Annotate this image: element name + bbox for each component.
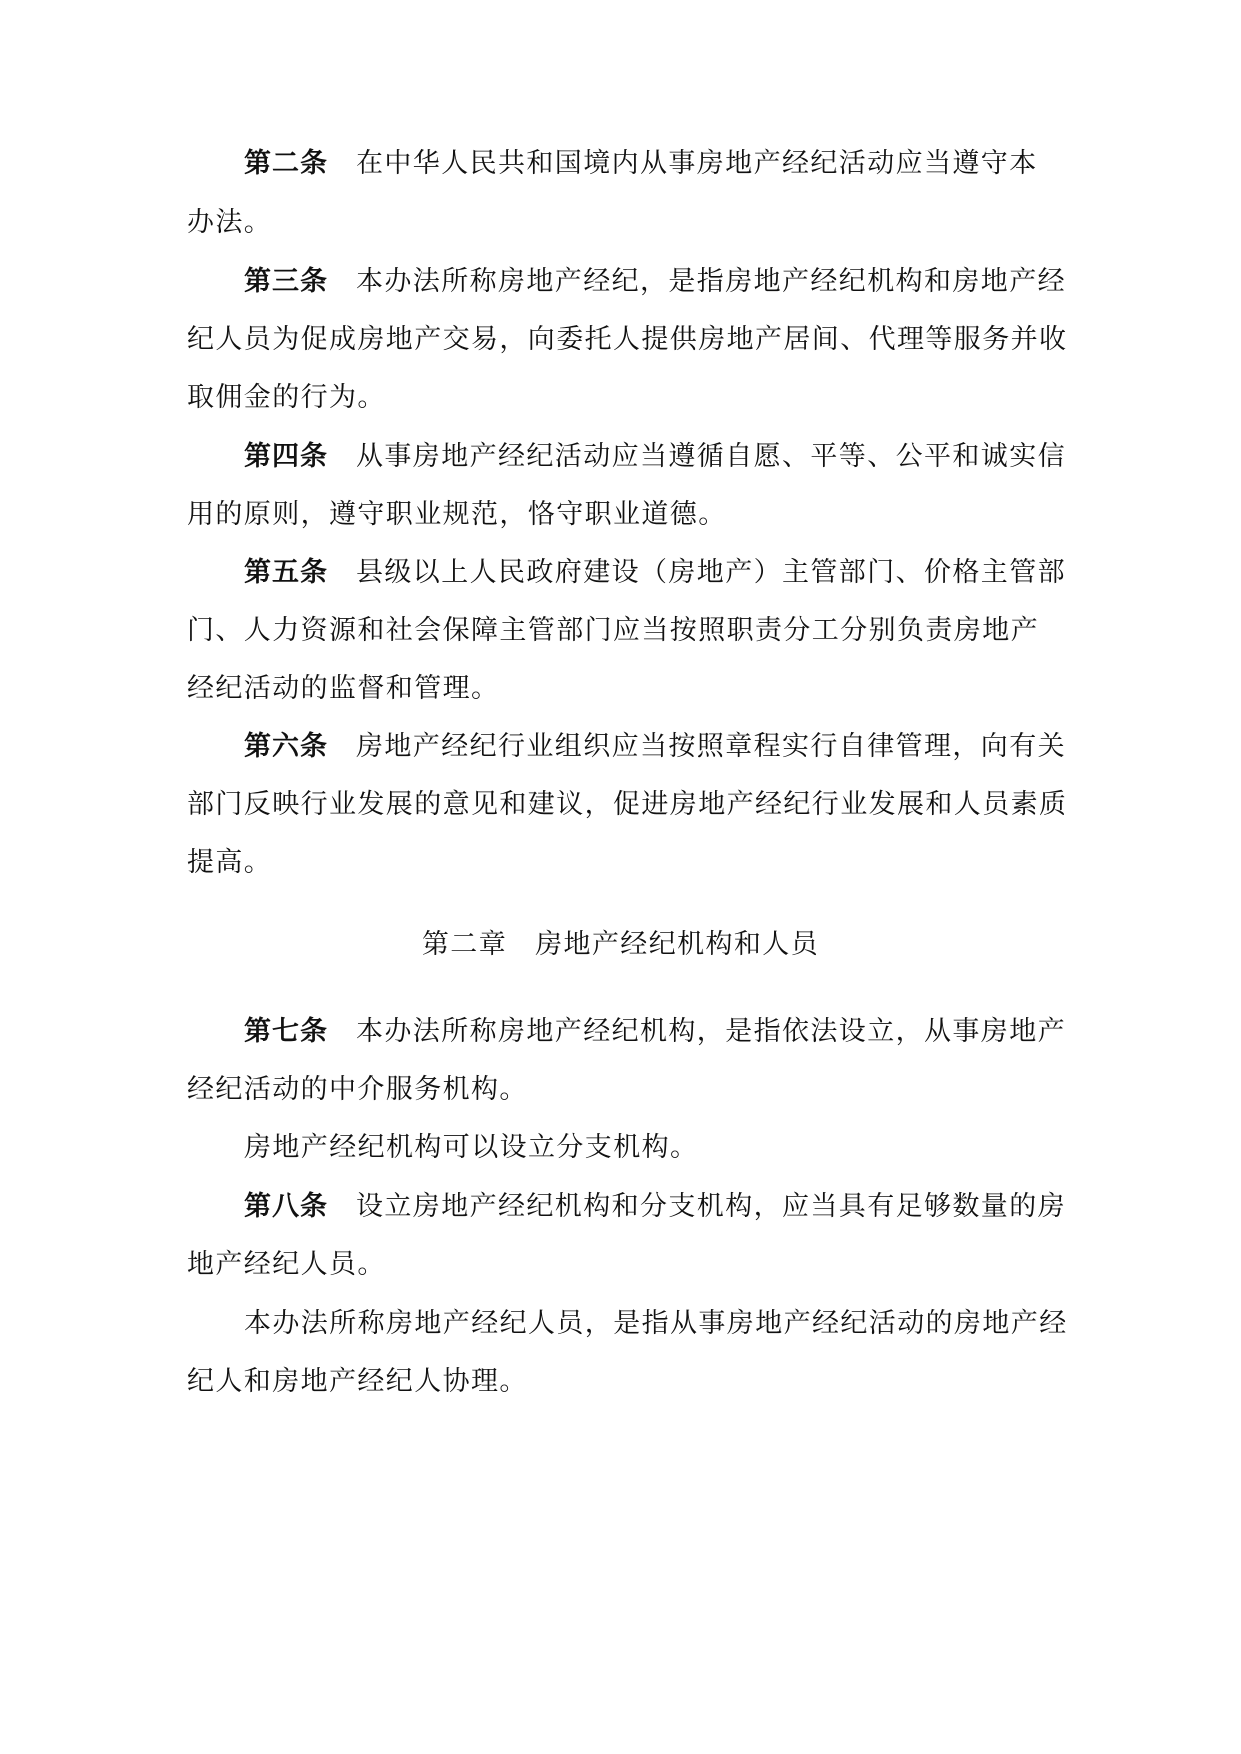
article-label: 第三条 [244, 266, 328, 297]
article-text: 从事房地产经纪活动应当遵循自愿、平等、公平和诚实信 [356, 441, 1066, 472]
article-text: 本办法所称房地产经纪，是指房地产经纪机构和房地产经 [356, 266, 1066, 297]
article-8-line-1 [244, 1189, 1067, 1225]
chapter-title: 房地产经纪机构和人员 [535, 929, 820, 960]
article-6-line-3: 提高。 [187, 847, 273, 878]
chapter-number: 第二章 [421, 929, 508, 960]
article-text: 本办法所称房地产经纪机构，是指依法设立，从事房地产 [356, 1016, 1066, 1047]
article-7-line-2: 经纪活动的中介服务机构。 [187, 1074, 528, 1105]
article-3-line-3: 取佣金的行为。 [187, 382, 386, 413]
chapter-heading [0, 927, 1241, 963]
article-6-line-2: 部门反映行业发展的意见和建议，促进房地产经纪行业发展和人员素质 [187, 789, 1068, 820]
article-label: 第六条 [244, 731, 328, 762]
personnel-paragraph-line-1: 本办法所称房地产经纪人员，是指从事房地产经纪活动的房地产经 [244, 1308, 1068, 1339]
article-3-line-1 [244, 264, 1067, 300]
article-text: 县级以上人民政府建设（房地产）主管部门、价格主管部 [356, 557, 1066, 588]
article-label: 第五条 [244, 557, 328, 588]
article-text: 房地产经纪行业组织应当按照章程实行自律管理，向有关 [356, 731, 1066, 762]
article-2-line-2: 办法。 [187, 207, 273, 238]
article-8-line-2: 地产经纪人员。 [187, 1249, 386, 1280]
article-label: 第七条 [244, 1016, 328, 1047]
article-6-line-1 [244, 729, 1067, 765]
article-4-line-2: 用的原则，遵守职业规范，恪守职业道德。 [187, 499, 727, 530]
article-2-line-1 [244, 146, 1067, 182]
article-label: 第四条 [244, 441, 328, 472]
article-label: 第八条 [244, 1191, 328, 1222]
article-7-line-1 [244, 1014, 1067, 1050]
article-5-line-3: 经纪活动的监督和管理。 [187, 673, 500, 704]
article-label: 第二条 [244, 148, 328, 179]
branch-paragraph: 房地产经纪机构可以设立分支机构。 [244, 1132, 699, 1163]
article-text: 在中华人民共和国境内从事房地产经纪活动应当遵守本 [356, 148, 1038, 179]
article-3-line-2: 纪人员为促成房地产交易，向委托人提供房地产居间、代理等服务并收 [187, 324, 1068, 355]
personnel-paragraph-line-2: 纪人和房地产经纪人协理。 [187, 1366, 528, 1397]
article-5-line-1 [244, 555, 1067, 591]
article-5-line-2: 门、人力资源和社会保障主管部门应当按照职责分工分别负责房地产 [187, 615, 1039, 646]
article-text: 设立房地产经纪机构和分支机构，应当具有足够数量的房 [356, 1191, 1066, 1222]
article-4-line-1 [244, 439, 1067, 475]
